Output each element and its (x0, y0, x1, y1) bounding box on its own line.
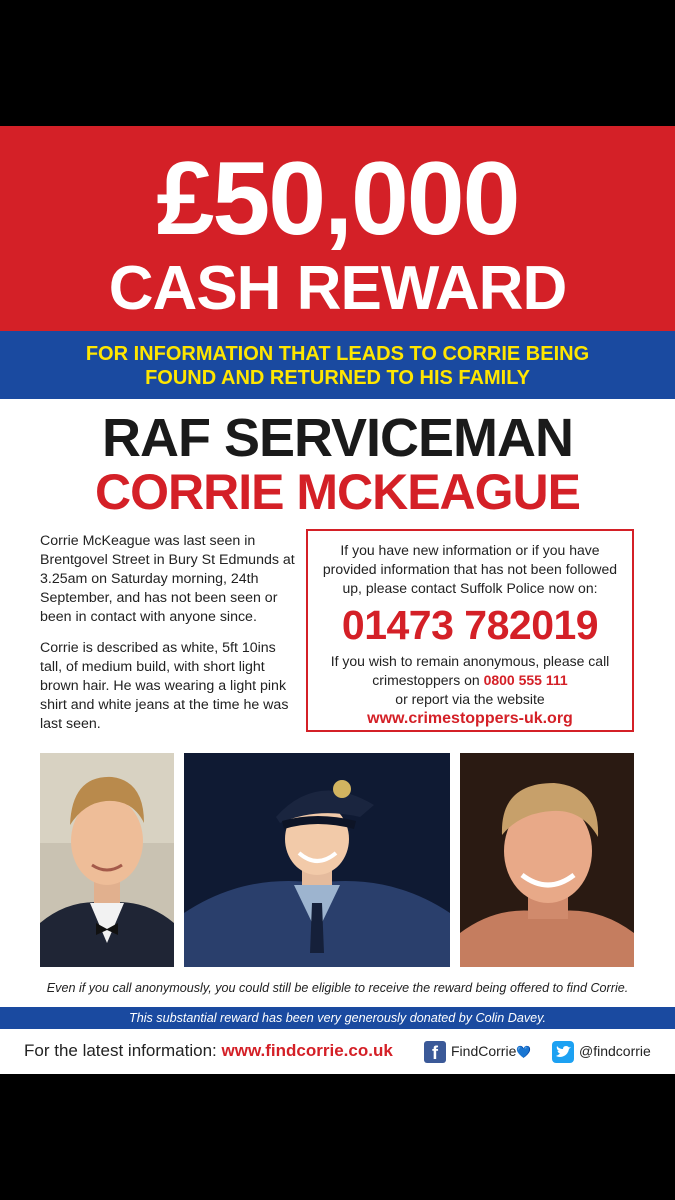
anonymous-info (308, 652, 632, 709)
reward-poster (0, 126, 675, 1074)
crimestoppers-phone[interactable]: 0800 555 111 (483, 672, 568, 688)
photo-uniform (184, 753, 450, 967)
footer (0, 1029, 675, 1074)
anonymous-eligibility-note: Even if you call anonymously, you could still be eligible to receive the reward being offered to find Corrie. (46, 981, 629, 995)
police-phone[interactable]: 01473 782019 (341, 602, 599, 648)
contact-intro: If you have new information or if you have provided information that has not been followed up, please contact Suffolk Police now on: (322, 542, 618, 596)
facebook-link[interactable] (451, 1043, 531, 1059)
reward-banner (0, 126, 675, 331)
facebook-icon[interactable]: f (424, 1041, 446, 1063)
headline-rank: RAF SERVICEMAN (101, 408, 574, 468)
appearance-paragraph: Corrie is described as white, 5ft 10ins tall, of medium build, with short light brown hair. He was wearing a light pink shirt and white jeans at the time he was last seen. (40, 640, 289, 732)
information-banner (0, 331, 675, 399)
information-line-2: FOUND AND RETURNED TO HIS FAMILY (145, 367, 530, 389)
reward-label: CASH REWARD (108, 254, 567, 323)
last-seen-paragraph: Corrie McKeague was last seen in Brentgovel Street in Bury St Edmunds at 3.25am on Saturday morning, 24th September, and has not been seen or been in contact with anyone since. (40, 533, 295, 625)
photo-formal (40, 753, 174, 967)
description (40, 532, 298, 746)
facebook-handle: FindCorrie (451, 1043, 517, 1059)
photo-selfie (460, 753, 634, 967)
twitter-handle[interactable]: @findcorrie (579, 1043, 651, 1059)
information-line-1: FOR INFORMATION THAT LEADS TO CORRIE BEING (85, 343, 590, 365)
contact-box (306, 529, 634, 732)
latest-label: For the latest information: (24, 1041, 217, 1060)
reward-amount: £50,000 (156, 141, 519, 257)
report-text: or report via the website (395, 691, 545, 707)
heart-icon: 💙 (516, 1045, 532, 1059)
twitter-icon[interactable] (552, 1041, 574, 1063)
crimestoppers-website-link[interactable]: www.crimestoppers-uk.org (367, 710, 573, 727)
latest-information (24, 1041, 393, 1061)
donor-bar: This substantial reward has been very generously donated by Colin Davey. (0, 1007, 675, 1029)
findcorrie-website-link[interactable]: www.findcorrie.co.uk (221, 1041, 393, 1060)
anonymous-text: If you wish to remain anonymous, please call crimestoppers on (330, 653, 610, 688)
headline-name: CORRIE MCKEAGUE (94, 464, 581, 520)
